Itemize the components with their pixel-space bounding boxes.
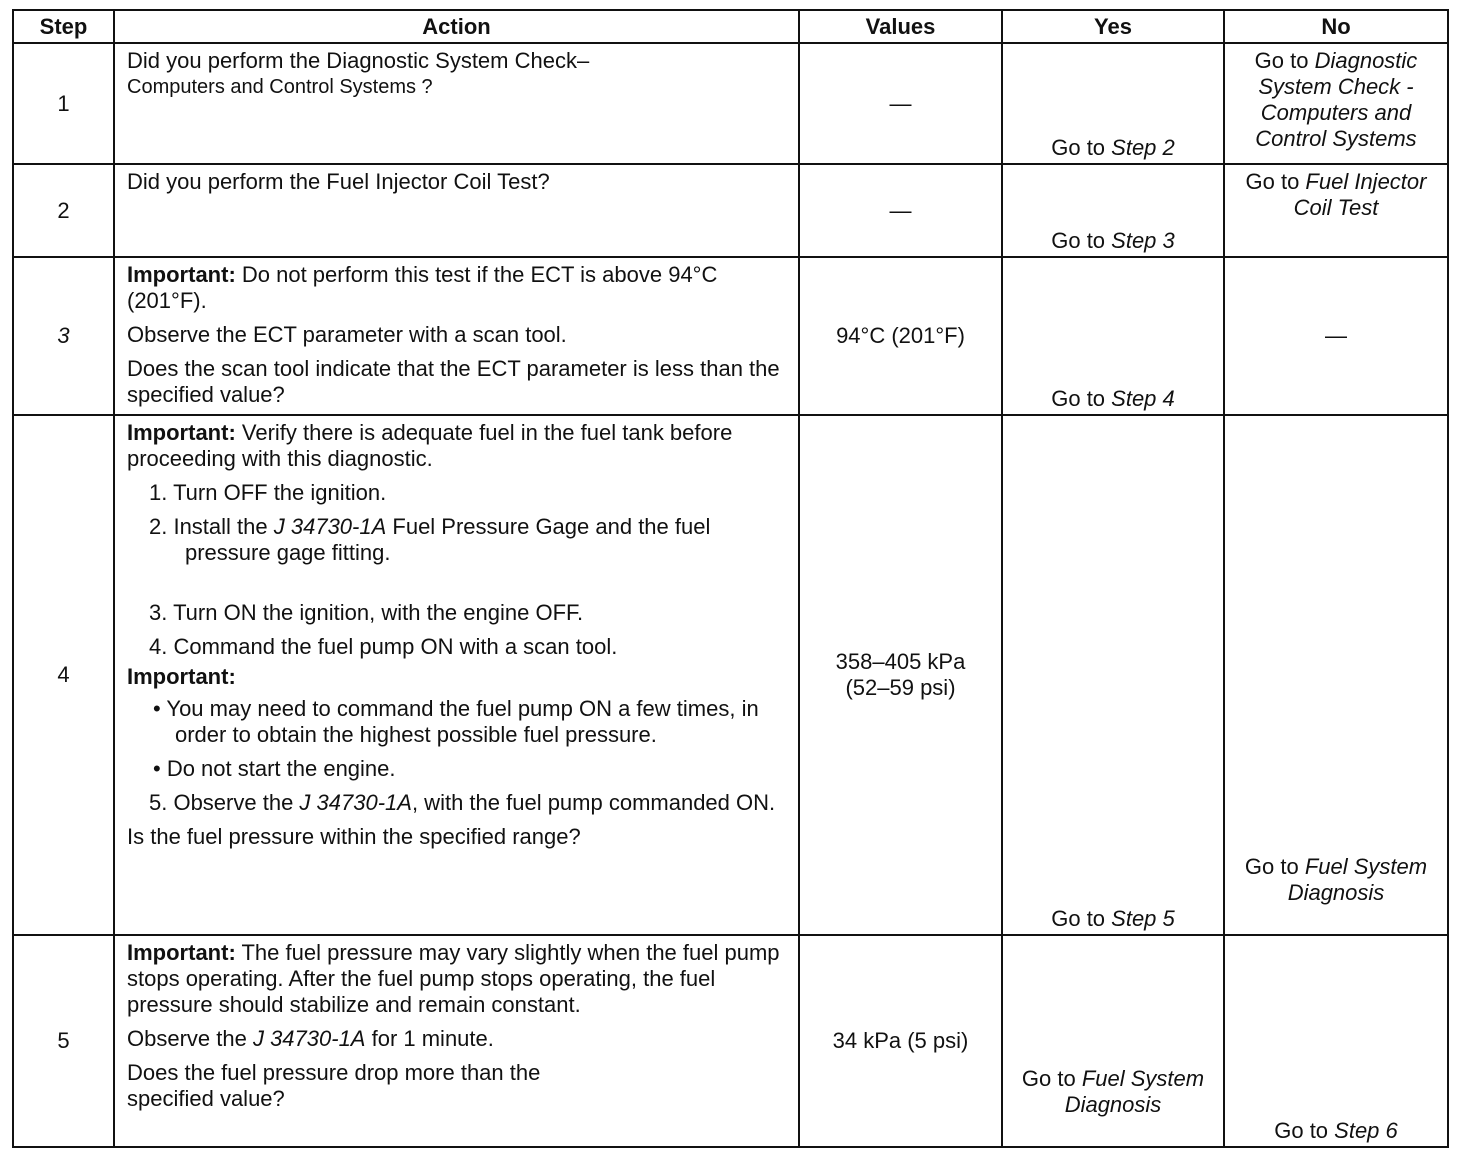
step-number: 5 [13,935,114,1147]
no-link[interactable]: Step 6 [1334,1118,1398,1143]
action-text: Did you perform the Fuel Injector Coil Test? [127,169,550,194]
table-row [13,935,1448,1147]
diagnostic-table-page [12,9,1447,1151]
yes-link[interactable]: Fuel System Diagnosis [1064,1066,1205,1117]
list-item: 3. Turn ON the ignition, with the engine OFF. [149,600,584,625]
action-cell [114,257,799,415]
no-link[interactable]: Fuel System Diagnosis [1287,854,1428,905]
step-number: 4 [13,415,114,935]
step-number [13,257,114,415]
important-text: The fuel pressure may vary slightly when the fuel pump stops operating. After the fuel pump stops operating, the fuel pressure should stabilize and remain constant. [127,940,780,1017]
list-item-text: 5. Observe the [149,790,300,815]
action-cell [114,43,799,164]
yes-link[interactable]: Step 2 [1111,135,1175,160]
yes-prefix: Go to [1051,135,1112,160]
list-item: • Do not start the engine. [153,756,396,781]
yes-cell [1002,935,1224,1147]
list-item [127,514,788,566]
action-cell [114,415,799,935]
no-prefix: Go to [1254,48,1315,73]
no-cell: — [1224,257,1448,415]
value-line: 358–405 kPa [835,649,966,674]
action-question: Does the fuel pressure drop more than the specified value? [127,1060,541,1111]
no-prefix: Go to [1244,854,1305,879]
header-step: Step [13,10,114,43]
important-note [127,940,788,1018]
step-number-text: 3 [57,323,70,348]
procedure-list [127,480,788,660]
action-question: Is the fuel pressure within the specified range? [127,824,581,849]
tool-name: J 34730-1A [299,790,412,815]
tool-name: J 34730-1A [252,1026,366,1051]
list-item [127,790,788,816]
procedure-list [127,790,788,816]
list-item-text: 2. Install the [149,514,274,539]
table-row [13,164,1448,257]
header-action: Action [114,10,799,43]
yes-cell [1002,257,1224,415]
header-values: Values [799,10,1002,43]
header-no: No [1224,10,1448,43]
important-text: Verify there is adequate fuel in the fuel tank before proceeding with this diagnostic. [127,420,733,471]
header-row [13,10,1448,43]
no-cell [1224,935,1448,1147]
yes-link[interactable]: Step 4 [1111,386,1175,411]
table-row [13,257,1448,415]
no-cell [1224,43,1448,164]
yes-prefix: Go to [1051,228,1112,253]
yes-cell [1002,43,1224,164]
action-cell [114,935,799,1147]
no-prefix: Go to [1245,169,1306,194]
yes-prefix: Go to [1021,1066,1082,1091]
step-number: 2 [13,164,114,257]
important-label: Important: [127,420,236,445]
action-text-part: for 1 minute. [365,1026,494,1051]
important-text: Do not perform this test if the ECT is above 94°C (201°F). [127,262,718,313]
yes-cell [1002,164,1224,257]
diagnostic-table [12,9,1449,1148]
yes-prefix: Go to [1051,906,1112,931]
action-cell [114,164,799,257]
table-row [13,415,1448,935]
bullet-list [127,696,788,782]
yes-link[interactable]: Step 5 [1111,906,1175,931]
yes-link[interactable]: Step 3 [1111,228,1175,253]
important-note [127,262,788,314]
table-row [13,43,1448,164]
important-note [127,420,788,472]
no-cell [1224,415,1448,935]
value-cell: 94°C (201°F) [799,257,1002,415]
action-text: Computers and Control Systems ? [127,76,433,98]
important-label: Important: [127,664,236,689]
action-question: Does the scan tool indicate that the ECT parameter is less than the specified value? [127,356,780,407]
action-text: Did you perform the Diagnostic System Check– [127,48,590,73]
list-item: • You may need to command the fuel pump ON a few times, in order to obtain the highest possible fuel pressure. [153,696,759,747]
important-label: Important: [127,940,236,965]
list-item-text: Fuel Pressure Gage and the fuel pressure gage fitting. [185,514,711,565]
tool-name: J 34730-1A [273,514,387,539]
no-link[interactable]: Fuel Injector Coil Test [1293,169,1427,220]
important-label: Important: [127,262,236,287]
action-text [127,1026,788,1052]
value-cell: — [799,43,1002,164]
action-text: Observe the ECT parameter with a scan tool. [127,322,567,347]
value-line: (52–59 psi) [845,675,956,700]
list-item: 4. Command the fuel pump ON with a scan tool. [149,634,618,659]
no-link[interactable]: Diagnostic System Check - Computers and Control Systems [1255,48,1418,151]
step-number: 1 [13,43,114,164]
value-cell [799,415,1002,935]
value-cell: — [799,164,1002,257]
list-item-text: , with the fuel pump commanded ON. [411,790,776,815]
action-text-part: Observe the [127,1026,253,1051]
header-yes: Yes [1002,10,1224,43]
value-cell: 34 kPa (5 psi) [799,935,1002,1147]
list-item: 1. Turn OFF the ignition. [149,480,387,505]
yes-prefix: Go to [1051,386,1112,411]
no-prefix: Go to [1274,1118,1335,1143]
yes-cell [1002,415,1224,935]
no-cell [1224,164,1448,257]
